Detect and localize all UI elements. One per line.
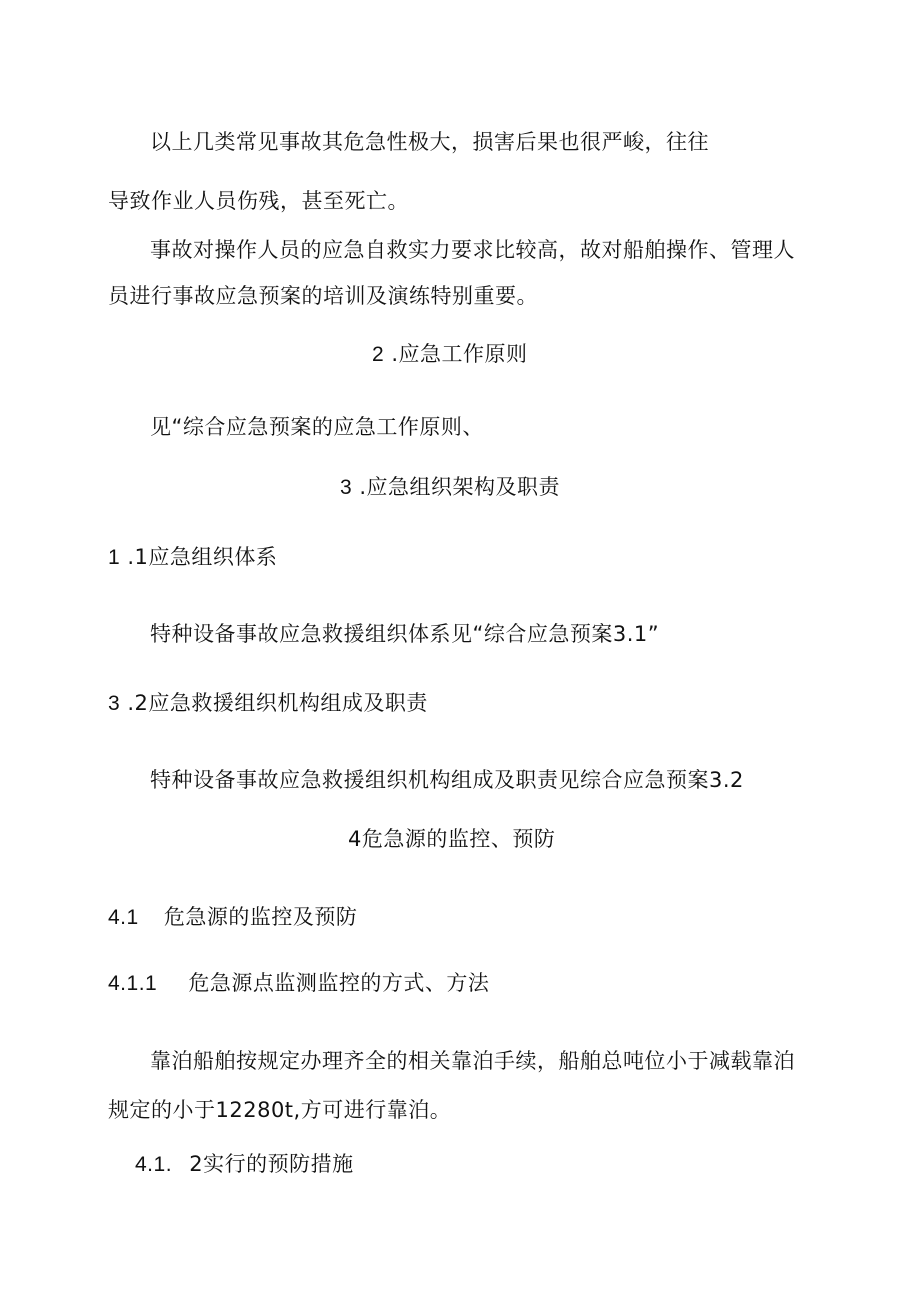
section-number: 2 bbox=[372, 343, 385, 366]
paragraph-6-line-1: 靠泊船舶按规定办理齐全的相关靠泊手续，船舶总吨位小于减载靠泊 bbox=[150, 1049, 795, 1073]
paragraph-2-line-1: 事故对操作人员的应急自救实力要求比较高，故对船舶操作、管理人 bbox=[150, 238, 795, 262]
paragraph-6-line-2: 规定的小于12280t,方可进行靠泊。 bbox=[108, 1098, 452, 1122]
section-title: 危急源的监控及预防 bbox=[163, 905, 358, 929]
section-number: 4.1. bbox=[135, 1153, 173, 1176]
subsection-heading-3-2 bbox=[108, 689, 428, 718]
subsection-heading-3-1 bbox=[108, 543, 277, 572]
section-number: 3 bbox=[340, 476, 353, 499]
subsection-heading-4-1 bbox=[108, 903, 357, 932]
section-title: .应急工作原则 bbox=[391, 342, 528, 366]
section-title: 2实行的预防措施 bbox=[189, 1152, 354, 1176]
paragraph-2-line-2: 员进行事故应急预案的培训及演练特别重要。 bbox=[108, 284, 538, 308]
subsection-heading-4-1-1 bbox=[108, 969, 489, 998]
paragraph-1-line-1: 以上几类常见事故其危急性极大，损害后果也很严峻，往往 bbox=[150, 130, 709, 154]
section-title: .2应急救援组织机构组成及职责 bbox=[127, 691, 428, 715]
section-title: .应急组织架构及职责 bbox=[359, 475, 561, 499]
section-number: 3 bbox=[108, 692, 121, 715]
section-number: 4.1.1 bbox=[108, 972, 158, 995]
paragraph-1-line-2: 导致作业人员伤残，甚至死亡。 bbox=[108, 189, 409, 213]
section-heading-4: 4危急源的监控、预防 bbox=[348, 827, 556, 851]
subsection-heading-4-1-2 bbox=[135, 1150, 354, 1179]
section-heading-3 bbox=[340, 473, 560, 502]
section-number: 4.1 bbox=[108, 906, 139, 929]
paragraph-4: 特种设备事故应急救援组织体系见“综合应急预案3.1” bbox=[150, 622, 660, 646]
section-title: .1应急组织体系 bbox=[127, 545, 278, 569]
section-number: 1 bbox=[108, 546, 121, 569]
paragraph-5: 特种设备事故应急救援组织机构组成及职责见综合应急预案3.2 bbox=[150, 768, 744, 792]
paragraph-3: 见“综合应急预案的应急工作原则、 bbox=[150, 415, 484, 439]
section-heading-2 bbox=[372, 340, 528, 369]
section-title: 危急源点监测监控的方式、方法 bbox=[188, 971, 490, 995]
